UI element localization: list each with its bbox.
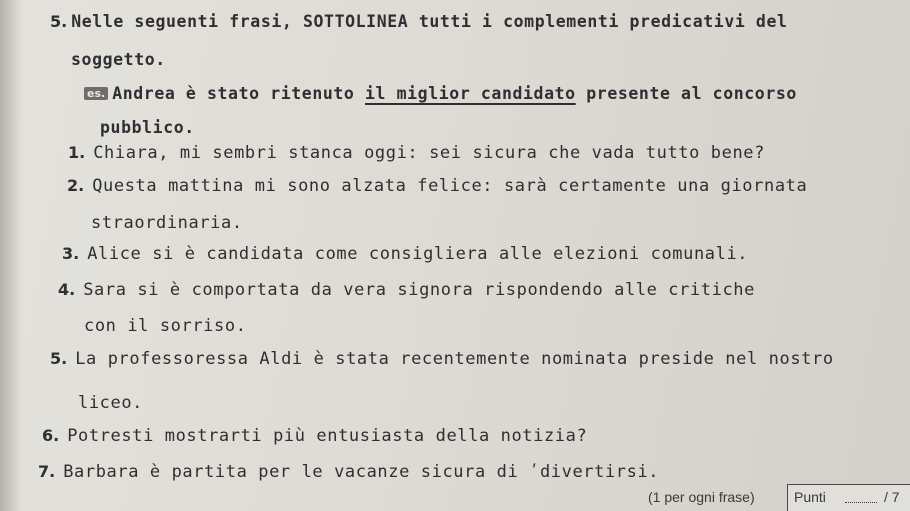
sentence-number: 4.: [58, 280, 76, 299]
sentence-6: [42, 426, 587, 446]
sentence-number: 5.: [50, 349, 68, 368]
page-edge-shadow: [0, 0, 22, 511]
exercise-instruction-line1: Nelle seguenti frasi, SOTTOLINEA tutti i complementi predicativi del: [71, 12, 788, 31]
sentence-number: 1.: [68, 143, 86, 162]
exercise-instruction-line2: soggetto.: [71, 50, 166, 69]
score-blank[interactable]: [845, 502, 877, 503]
sentence-2-line2: straordinaria.: [91, 213, 243, 233]
example-line2: pubblico.: [100, 118, 195, 137]
score-total: / 7: [884, 489, 900, 505]
example-text-before: Andrea è stato ritenuto: [112, 84, 355, 103]
sentence-text: Alice si è candidata come consigliera alle elezioni comunali.: [87, 244, 749, 264]
sentence-text: Chiara, mi sembri stanca oggi: sei sicura che vada tutto bene?: [93, 143, 765, 163]
sentence-text: Sara si è comportata da vera signora rispondendo alle critiche: [83, 280, 755, 300]
points-note: (1 per ogni frase): [648, 489, 755, 505]
score-box: [787, 484, 910, 511]
sentence-text: Potresti mostrarti più entusiasta della notizia?: [67, 426, 588, 446]
example-underlined-complement: il miglior candidato: [365, 84, 576, 103]
sentence-text: Barbara è partita per le vacanze sicura di ʹdivertirsi.: [63, 462, 660, 482]
sentence-4-line2: con il sorriso.: [84, 316, 247, 336]
sentence-number: 7.: [38, 462, 56, 481]
sentence-4: [58, 280, 755, 300]
exercise-number: 5.: [50, 12, 68, 31]
example-text-after: presente al concorso: [586, 84, 797, 103]
sentence-5: [50, 349, 834, 369]
sentence-number: 6.: [42, 426, 60, 445]
sentence-text: La professoressa Aldi è stata recentemente nominata preside nel nostro: [75, 349, 834, 369]
sentence-number: 3.: [62, 244, 80, 263]
sentence-7: [38, 462, 659, 482]
exercise-heading: [50, 12, 788, 31]
sentence-number: 2.: [67, 176, 85, 195]
score-label: Punti: [794, 489, 826, 505]
sentence-2: [67, 176, 807, 196]
sentence-5-line2: liceo.: [78, 393, 144, 413]
example-sentence: [84, 84, 797, 103]
sentence-1: [68, 143, 765, 163]
sentence-text: Questa mattina mi sono alzata felice: sarà certamente una giornata: [92, 176, 808, 196]
example-badge: es.: [84, 87, 108, 100]
sentence-3: [62, 244, 748, 264]
